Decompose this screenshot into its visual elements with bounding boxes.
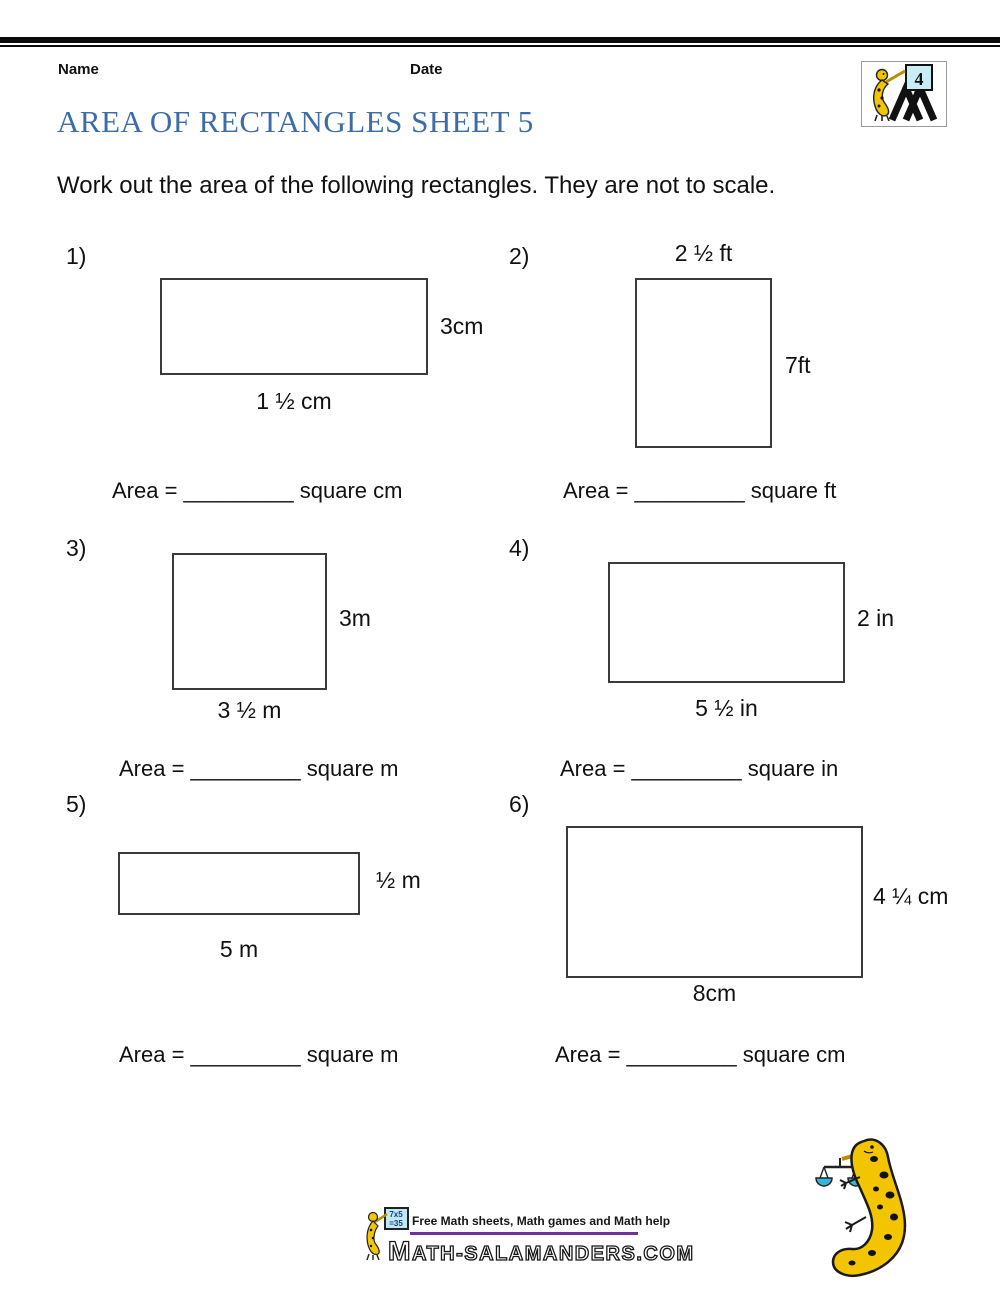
problem-number: 1) [66,243,87,269]
footer-site-name: MATH-SALAMANDERS.COM [388,1236,695,1266]
footer-tagline: Free Math sheets, Math games and Math help [412,1214,671,1228]
date-label: Date [410,61,443,78]
area-answer-line: Area = _________ square cm [112,478,403,503]
base-dimension-label: 5 m [219,936,259,962]
area-answer-line: Area = _________ square m [119,756,399,781]
rectangle-shape [118,852,360,915]
instruction-text: Work out the area of the following rectangles. They are not to scale. [57,172,776,199]
rectangle-shape [172,553,327,690]
rectangle-shape [160,278,428,375]
rectangle-shape [635,278,772,448]
area-answer-line: Area = _________ square ft [563,478,837,503]
base-dimension-label: 5 ½ in [695,695,758,721]
board-text-line2: =35 [389,1219,403,1228]
problem-number: 3) [66,535,87,561]
height-dimension-label: ½ m [376,867,421,893]
problem-number: 4) [509,535,530,561]
board-text-line1: 7x5 [389,1210,403,1219]
salamander-illustration [800,1133,940,1291]
top-dimension-label: 2 ½ ft [674,240,733,266]
logo-salamander-icon [862,62,944,124]
page-title: AREA OF RECTANGLES SHEET 5 [57,104,534,139]
scale-pan-left [816,1178,832,1186]
base-dimension-label: 1 ½ cm [256,388,332,414]
base-dimension-label: 3 ½ m [217,697,282,723]
height-dimension-label: 2 in [857,605,895,631]
name-label: Name [58,61,99,78]
area-answer-line: Area = _________ square in [560,756,839,781]
height-dimension-label: 7ft [785,352,811,378]
height-dimension-label: 3m [339,605,371,631]
top-divider [0,37,1000,47]
area-answer-line: Area = _________ square cm [555,1042,846,1067]
problem-number: 2) [509,243,530,269]
problem-number: 6) [509,791,530,817]
height-dimension-label: 3cm [440,313,484,339]
grade-badge-number: 4 [914,69,924,89]
height-dimension-label: 4 ¼ cm [873,883,949,909]
rectangle-shape [566,826,863,978]
footer-divider [410,1232,638,1235]
problem-number: 5) [66,791,87,817]
rectangle-shape [608,562,845,683]
brand-logo [861,61,947,127]
area-answer-line: Area = _________ square m [119,1042,399,1067]
base-dimension-label: 8cm [692,980,737,1006]
